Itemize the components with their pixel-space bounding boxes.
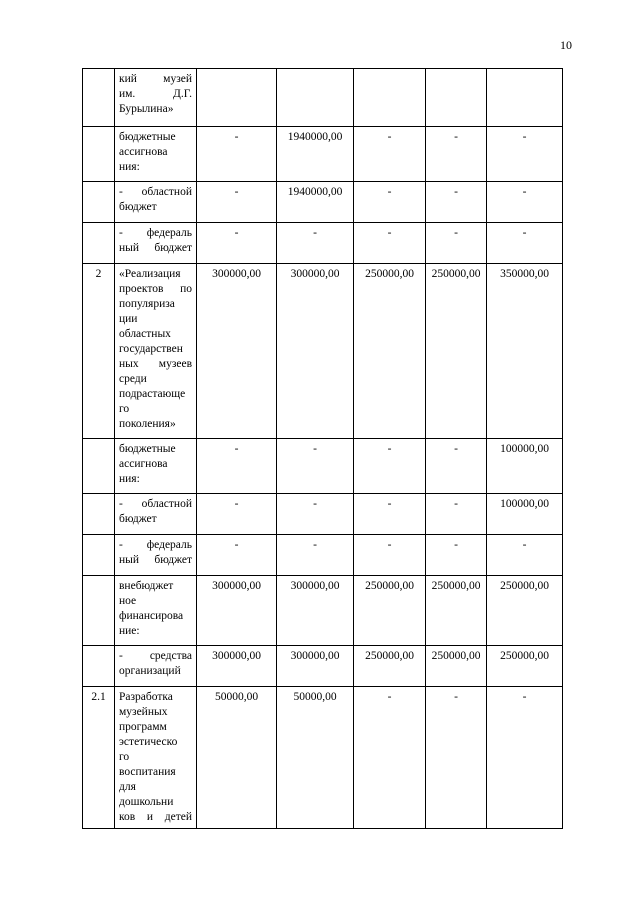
amount-cell-year-5: 350000,00 [487, 264, 563, 439]
amount-cell-year-1 [197, 69, 277, 127]
item-name-cell [115, 535, 197, 576]
item-name-cell [115, 439, 197, 494]
item-name-line: Разработка [119, 691, 173, 703]
amount-cell-year-2: 300000,00 [277, 264, 354, 439]
amount-cell-year-5: 250000,00 [487, 646, 563, 687]
item-name-line: ков и детей [119, 811, 192, 823]
item-name-line: эстетическо [119, 736, 178, 748]
amount-cell-year-3: - [354, 182, 426, 223]
amount-cell-year-2: 300000,00 [277, 646, 354, 687]
amount-cell-year-2: 1940000,00 [277, 182, 354, 223]
budget-table [82, 68, 563, 829]
amount-cell-year-1: - [197, 223, 277, 264]
amount-cell-year-5: - [487, 535, 563, 576]
item-name-line: проектов по [119, 283, 192, 295]
item-name-cell [115, 646, 197, 687]
amount-cell-year-4: 250000,00 [426, 646, 487, 687]
amount-cell-year-2: - [277, 494, 354, 535]
item-name-cell [115, 182, 197, 223]
amount-cell-year-5: - [487, 127, 563, 182]
item-name-line: бюджетные [119, 131, 176, 143]
item-name-line: бюджет [119, 201, 157, 213]
item-name-line: кий музей [119, 73, 192, 85]
item-name-line: го [119, 751, 130, 763]
amount-cell-year-4: - [426, 127, 487, 182]
item-name-line: среди [119, 373, 147, 385]
amount-cell-year-5: - [487, 687, 563, 829]
amount-cell-year-2: - [277, 223, 354, 264]
item-name-line: областных [119, 328, 171, 340]
item-name-line: ции [119, 313, 138, 325]
row-number-cell [83, 576, 115, 646]
table-row [83, 646, 563, 687]
row-number-cell [83, 69, 115, 127]
amount-cell-year-5 [487, 69, 563, 127]
item-name-line: финансирова [119, 610, 184, 622]
amount-cell-year-3: 250000,00 [354, 264, 426, 439]
table-row [83, 223, 563, 264]
item-name-line: ассигнова [119, 146, 168, 158]
amount-cell-year-4: 250000,00 [426, 576, 487, 646]
amount-cell-year-1: - [197, 494, 277, 535]
item-name-line: ния: [119, 161, 140, 173]
amount-cell-year-3: 250000,00 [354, 646, 426, 687]
amount-cell-year-4: - [426, 223, 487, 264]
table-row [83, 576, 563, 646]
item-name-line: организаций [119, 665, 181, 677]
table-row [83, 69, 563, 127]
item-name-line: им. Д.Г. [119, 88, 192, 100]
item-name-line: государствен [119, 343, 183, 355]
item-name-cell [115, 69, 197, 127]
row-number-cell [83, 535, 115, 576]
table-row [83, 439, 563, 494]
amount-cell-year-1: 300000,00 [197, 646, 277, 687]
item-name-line: ние: [119, 625, 140, 637]
item-name-line: ный бюджет [119, 554, 192, 566]
item-name-line: воспитания [119, 766, 176, 778]
row-number-cell [83, 182, 115, 223]
table-row [83, 535, 563, 576]
item-name-line: подрастающе [119, 388, 186, 400]
amount-cell-year-4 [426, 69, 487, 127]
amount-cell-year-1: 300000,00 [197, 264, 277, 439]
item-name-line: Бурылина» [119, 103, 174, 115]
item-name-line: - средства [119, 650, 192, 662]
amount-cell-year-3: - [354, 687, 426, 829]
item-name-cell [115, 576, 197, 646]
row-number-cell [83, 127, 115, 182]
item-name-line: музейных [119, 706, 168, 718]
item-name-line: - федераль [119, 539, 192, 551]
amount-cell-year-1: - [197, 535, 277, 576]
page-number: 10 [560, 38, 572, 52]
amount-cell-year-3: - [354, 494, 426, 535]
item-name-line: ассигнова [119, 458, 168, 470]
table-row [83, 182, 563, 223]
item-name-line: программ [119, 721, 167, 733]
amount-cell-year-4: - [426, 494, 487, 535]
amount-cell-year-5: - [487, 182, 563, 223]
item-name-line: поколения» [119, 418, 176, 430]
item-name-line: для [119, 781, 136, 793]
row-number-cell [83, 439, 115, 494]
amount-cell-year-1: 300000,00 [197, 576, 277, 646]
item-name-line: бюджетные [119, 443, 176, 455]
item-name-cell [115, 687, 197, 829]
item-name-line: бюджет [119, 513, 157, 525]
item-name-cell [115, 494, 197, 535]
amount-cell-year-3: 250000,00 [354, 576, 426, 646]
amount-cell-year-2: 300000,00 [277, 576, 354, 646]
item-name-line: - федераль [119, 227, 192, 239]
row-number-cell [83, 646, 115, 687]
row-number-cell: 2 [83, 264, 115, 439]
amount-cell-year-3: - [354, 535, 426, 576]
item-name-line: ное [119, 595, 137, 607]
amount-cell-year-3: - [354, 127, 426, 182]
item-name-cell [115, 264, 197, 439]
table-row [83, 494, 563, 535]
amount-cell-year-3: - [354, 223, 426, 264]
amount-cell-year-5: 250000,00 [487, 576, 563, 646]
amount-cell-year-1: - [197, 182, 277, 223]
amount-cell-year-1: - [197, 127, 277, 182]
amount-cell-year-2: - [277, 439, 354, 494]
item-name-line: ных музеев [119, 358, 192, 370]
row-number-cell [83, 494, 115, 535]
item-name-cell [115, 127, 197, 182]
amount-cell-year-2 [277, 69, 354, 127]
item-name-line: «Реализация [119, 268, 181, 280]
row-number-cell [83, 223, 115, 264]
amount-cell-year-1: 50000,00 [197, 687, 277, 829]
amount-cell-year-4: - [426, 535, 487, 576]
row-number-cell: 2.1 [83, 687, 115, 829]
item-name-line: ния: [119, 473, 140, 485]
amount-cell-year-2: 1940000,00 [277, 127, 354, 182]
table-row [83, 687, 563, 829]
amount-cell-year-4: - [426, 439, 487, 494]
amount-cell-year-2: - [277, 535, 354, 576]
amount-cell-year-5: - [487, 223, 563, 264]
table-row [83, 264, 563, 439]
amount-cell-year-4: 250000,00 [426, 264, 487, 439]
amount-cell-year-4: - [426, 182, 487, 223]
amount-cell-year-1: - [197, 439, 277, 494]
amount-cell-year-5: 100000,00 [487, 494, 563, 535]
amount-cell-year-4: - [426, 687, 487, 829]
item-name-line: го [119, 403, 130, 415]
table-row [83, 127, 563, 182]
item-name-line: дошкольни [119, 796, 174, 808]
amount-cell-year-3 [354, 69, 426, 127]
item-name-line: - областной [119, 186, 192, 198]
amount-cell-year-5: 100000,00 [487, 439, 563, 494]
item-name-line: ный бюджет [119, 242, 192, 254]
item-name-line: - областной [119, 498, 192, 510]
item-name-line: популяриза [119, 298, 175, 310]
amount-cell-year-2: 50000,00 [277, 687, 354, 829]
item-name-cell [115, 223, 197, 264]
amount-cell-year-3: - [354, 439, 426, 494]
item-name-line: внебюджет [119, 580, 174, 592]
